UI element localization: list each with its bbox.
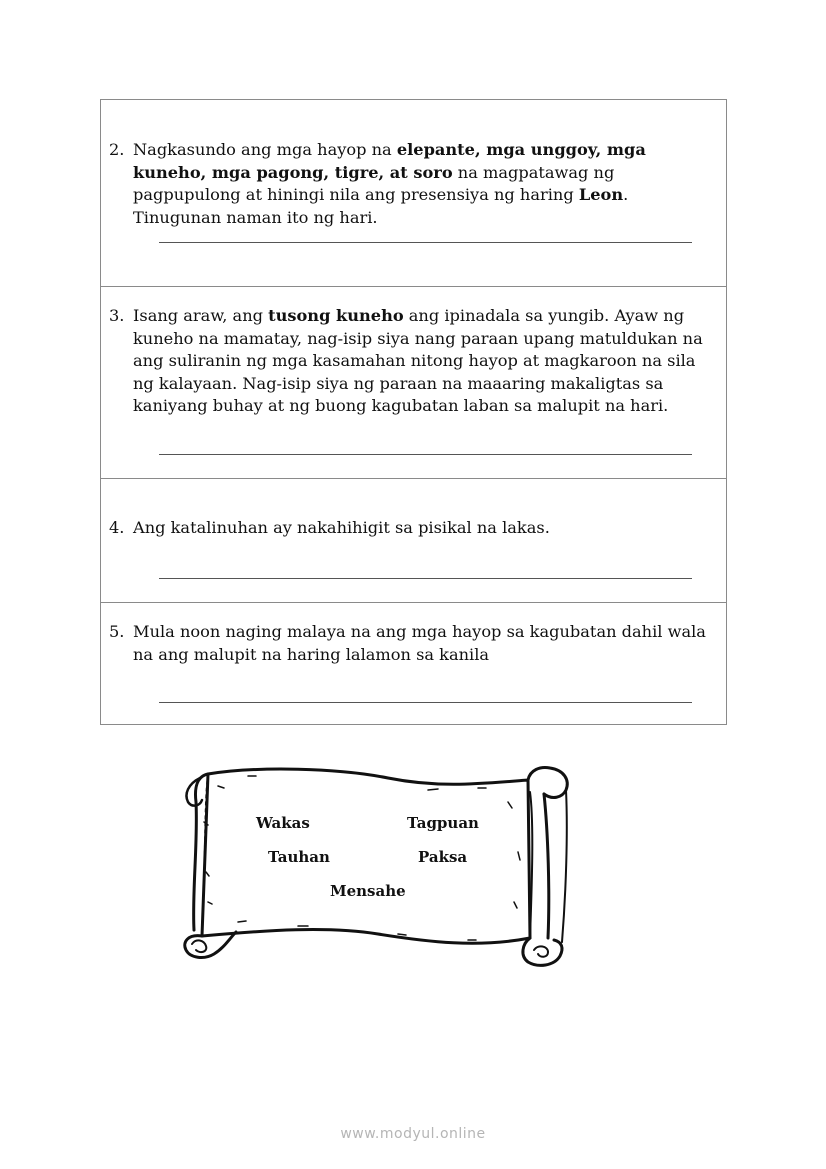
answer-line[interactable] — [159, 454, 692, 455]
item — [109, 517, 716, 540]
item — [109, 139, 716, 229]
bold-text: Leon — [578, 185, 624, 204]
item-number: 4. — [109, 518, 125, 537]
scroll-box — [178, 762, 580, 974]
text-run: Mula noon naging malaya na ang mga hayop sa kagubatan dahil wala na ang malupit na haring lalamon sa kanila — [133, 622, 706, 664]
text-run: Nagkasundo ang mga hayop na — [133, 140, 397, 159]
item — [109, 305, 716, 418]
text-run: Ang katalinuhan ay nakahihigit sa pisikal na lakas. — [133, 518, 550, 537]
scroll-word: Tagpuan — [407, 814, 479, 832]
bold-text: tusong kuneho — [268, 306, 404, 325]
item-row — [101, 100, 726, 286]
item — [109, 621, 716, 666]
scroll-illustration — [178, 762, 580, 974]
item-text — [133, 621, 716, 666]
item-number: 5. — [109, 622, 125, 641]
item-text — [133, 305, 716, 418]
item-number: 2. — [109, 140, 125, 159]
answer-line[interactable] — [159, 242, 692, 243]
scroll-word: Mensahe — [330, 882, 406, 900]
item-row — [101, 286, 726, 478]
scroll-word: Wakas — [256, 814, 310, 832]
text-run: . Tinugunan naman ito ng hari. — [133, 185, 629, 227]
item-text — [133, 139, 716, 229]
scroll-word: Tauhan — [268, 848, 330, 866]
item-text — [133, 517, 716, 540]
footer-url: www.modyul.online — [340, 1126, 486, 1142]
bold-text: elepante, mga unggoy, mga kuneho, mga pagong, tigre, at soro — [133, 140, 646, 182]
item-row — [101, 478, 726, 602]
questions-table — [100, 99, 727, 725]
item-row — [101, 602, 726, 724]
text-run: ang ipinadala sa yungib. Ayaw ng kuneho na mamatay, nag-isip siya nang paraan upang matuldukan na ang suliranin ng mga kasamahan nitong hayop at magkaroon na sila ng kalayaan. Nag-isip siya ng paraan na maaaring makaligtas sa kaniyang buhay at ng buong kagubatan laban sa malupit na hari. — [133, 306, 703, 415]
text-run: na magpatawag ng pagpupulong at hiningi nila ang presensiya ng haring — [133, 162, 615, 204]
text-run: Isang araw, ang — [133, 306, 269, 325]
answer-line[interactable] — [159, 702, 692, 703]
answer-line[interactable] — [159, 578, 692, 579]
item-number: 3. — [109, 306, 125, 325]
scroll-word: Paksa — [418, 848, 468, 866]
